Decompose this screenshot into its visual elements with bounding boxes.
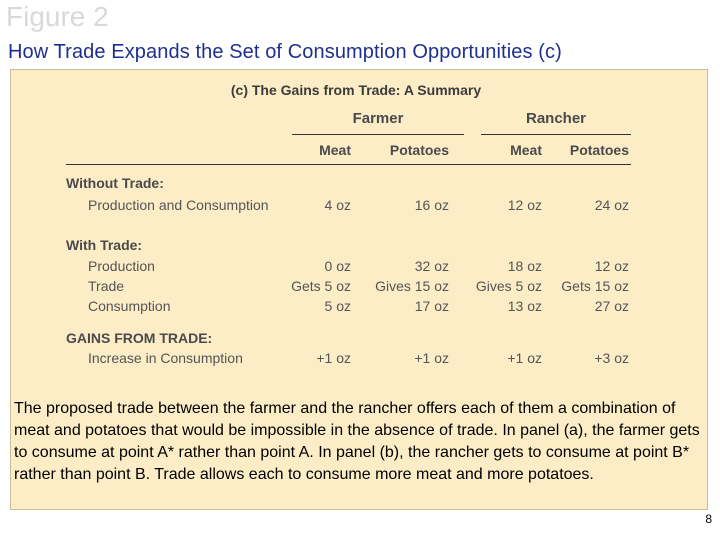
group-header-farmer: Farmer <box>352 110 404 127</box>
figure-label: Figure 2 <box>6 1 109 32</box>
table-cell: Gives 15 oz <box>375 278 449 294</box>
table-cell: 32 oz <box>414 258 449 274</box>
slide-subtitle: How Trade Expands the Set of Consumption Opportunities (c) <box>8 41 562 63</box>
table-cell: 12 oz <box>594 258 629 274</box>
column-header-rancher-meat: Meat <box>510 142 542 158</box>
row-label-production: Production <box>88 258 155 274</box>
column-header-farmer-meat: Meat <box>319 142 351 158</box>
table-cell: +1 oz <box>507 350 542 366</box>
row-label-consumption: Consumption <box>88 298 171 314</box>
table-cell: Gets 5 oz <box>291 278 351 294</box>
table-cell: 16 oz <box>414 197 449 213</box>
group-underline-farmer <box>292 134 464 135</box>
section-heading-gains-from-trade: GAINS FROM TRADE: <box>66 330 213 346</box>
section-heading-without-trade: Without Trade: <box>66 175 164 191</box>
table-cell: 5 oz <box>324 298 351 314</box>
column-header-rancher-potatoes: Potatoes <box>569 142 629 158</box>
table-cell: 18 oz <box>507 258 542 274</box>
row-label-trade: Trade <box>88 278 125 294</box>
group-underline-rancher <box>481 134 631 135</box>
table-cell: 13 oz <box>507 298 542 314</box>
header-divider <box>66 164 631 165</box>
table-title: (c) The Gains from Trade: A Summary <box>230 82 482 98</box>
table-cell: 24 oz <box>594 197 629 213</box>
section-heading-with-trade: With Trade: <box>66 237 143 253</box>
row-label-production-and-consumption: Production and Consumption <box>88 197 269 213</box>
page-number: 8 <box>705 512 712 526</box>
table-cell: Gets 15 oz <box>561 278 629 294</box>
table-cell: 27 oz <box>594 298 629 314</box>
table-cell: +1 oz <box>316 350 351 366</box>
figure-caption: The proposed trade between the farmer and the rancher offers each of them a combination of meat and potatoes that would be impossible in the absence of trade. In panel (a), the farmer gets to consume at point A* rather than point A. In panel (b), the rancher gets to consume at point B* rather than point B. Trade allows each to consume more meat and more potatoes. <box>14 400 700 483</box>
table-cell: Gives 5 oz <box>475 278 542 294</box>
table-cell: +3 oz <box>594 350 629 366</box>
table-cell: +1 oz <box>414 350 449 366</box>
table-cell: 12 oz <box>507 197 542 213</box>
table-cell: 4 oz <box>324 197 351 213</box>
group-header-rancher: Rancher <box>525 110 587 127</box>
row-label-increase-in-consumption: Increase in Consumption <box>88 350 243 366</box>
table-cell: 0 oz <box>324 258 351 274</box>
column-header-farmer-potatoes: Potatoes <box>389 142 449 158</box>
table-cell: 17 oz <box>414 298 449 314</box>
